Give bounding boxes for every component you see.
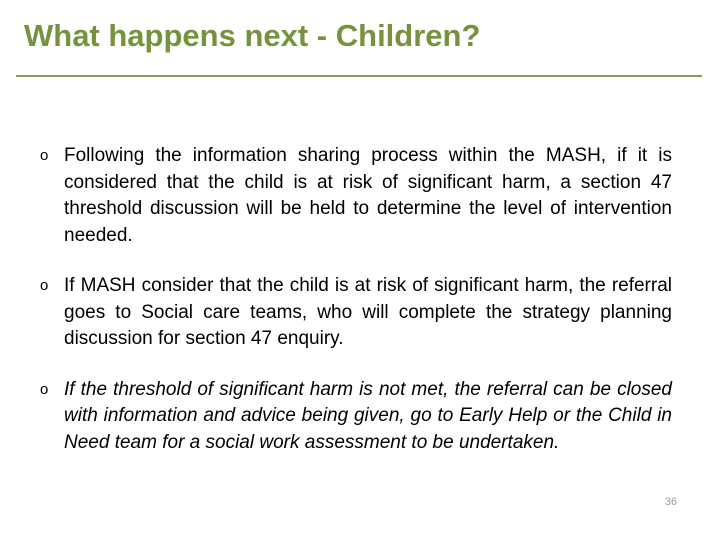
slide-title: What happens next - Children? (24, 18, 481, 53)
bullet-item-1 (40, 143, 672, 249)
bullet-marker: o (40, 277, 49, 294)
bullet-marker: o (40, 147, 49, 164)
bullet-marker: o (40, 380, 49, 398)
title-divider (16, 75, 702, 77)
bullet-list (40, 143, 672, 480)
bullet-text: Following the information sharing process within the MASH, if it is considered that the child is at risk of significant harm, a section 47 threshold discussion will be held to determine the level of intervention needed. (64, 145, 672, 246)
bullet-text: If MASH consider that the child is at risk of significant harm, the referral goes to Social care teams, who will complete the strategy planning discussion for section 47 enquiry. (64, 275, 672, 349)
page-number: 36 (664, 496, 677, 508)
bullet-text: If the threshold of significant harm is not met, the referral can be closed with information and advice being given, go to Early Help or the Child in Need team for a social work assessment to be undertaken. (64, 378, 672, 453)
bullet-item-2 (40, 273, 672, 353)
bullet-item-3 (40, 377, 672, 457)
